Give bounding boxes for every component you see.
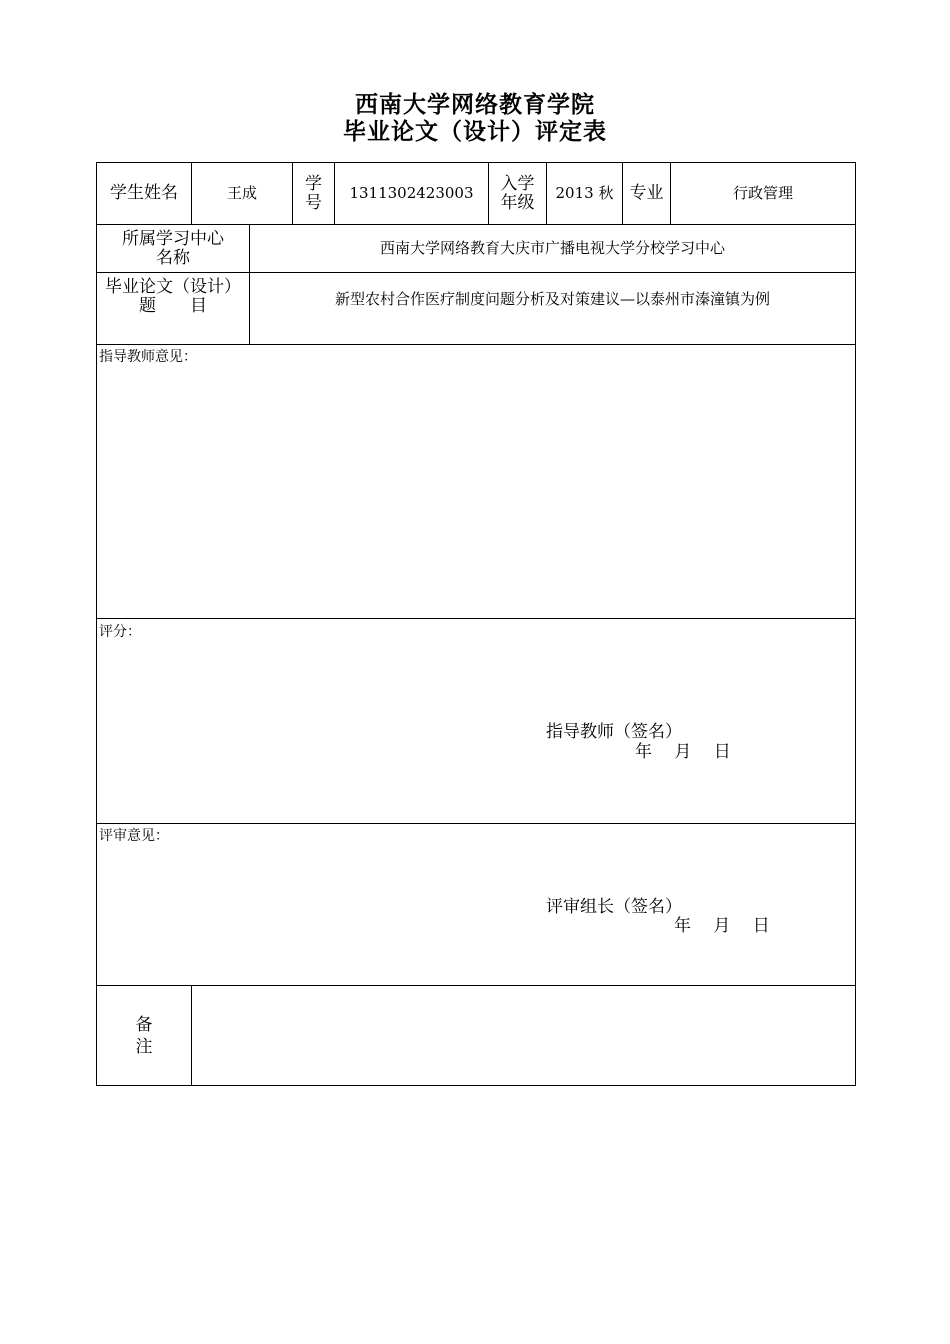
score-label: 评分： [99, 624, 141, 640]
learning-center-label [97, 225, 249, 272]
enroll-year-label [489, 163, 546, 224]
form-title: 毕业论文（设计）评定表 [343, 119, 607, 145]
thesis-title-label-line1: 毕业论文（设计） [105, 277, 241, 297]
learning-center-label-line2: 名称 [156, 247, 190, 268]
advisor-opinion-label: 指导教师意见： [99, 349, 197, 365]
school-title: 西南大学网络教育学院 [355, 92, 595, 118]
student-id-label [293, 163, 334, 224]
remarks-label-line1: 备 [135, 1015, 153, 1035]
student-name-value: 王成 [226, 184, 257, 202]
student-id-label-line2: 号 [305, 192, 322, 213]
enroll-year-label-line2: 年级 [500, 192, 535, 213]
review-leader-signature-label: 评审组长（签名） [546, 897, 682, 917]
remarks-label [97, 986, 191, 1086]
major-value: 行政管理 [732, 184, 793, 202]
student-name-label: 学生姓名 [110, 183, 178, 203]
review-opinion-label: 评审意见： [99, 828, 169, 844]
review-leader-signature-date: 年 月 日 [674, 916, 770, 936]
learning-center-label-line1: 所属学习中心 [122, 228, 224, 249]
remarks-label-line2: 注 [135, 1037, 153, 1057]
learning-center-value: 西南大学网络教育大庆市广播电视大学分校学习中心 [379, 239, 725, 257]
enroll-year-value: 2013 秋 [555, 184, 614, 202]
thesis-title-value: 新型农村合作医疗制度问题分析及对策建议—以泰州市溱潼镇为例 [334, 289, 770, 308]
advisor-signature-date: 年 月 日 [635, 742, 731, 762]
thesis-title-label [97, 273, 249, 321]
remarks-content-area [192, 986, 855, 1085]
evaluation-form [96, 162, 856, 1086]
advisor-signature-label: 指导教师（签名） [546, 722, 682, 742]
thesis-title-label-line2: 题 目 [139, 296, 207, 316]
major-label: 专业 [629, 183, 664, 203]
enroll-year-label-line1: 入学 [500, 173, 535, 194]
student-id-label-line1: 学 [305, 173, 322, 194]
student-id-value: 1311302423003 [349, 184, 474, 202]
